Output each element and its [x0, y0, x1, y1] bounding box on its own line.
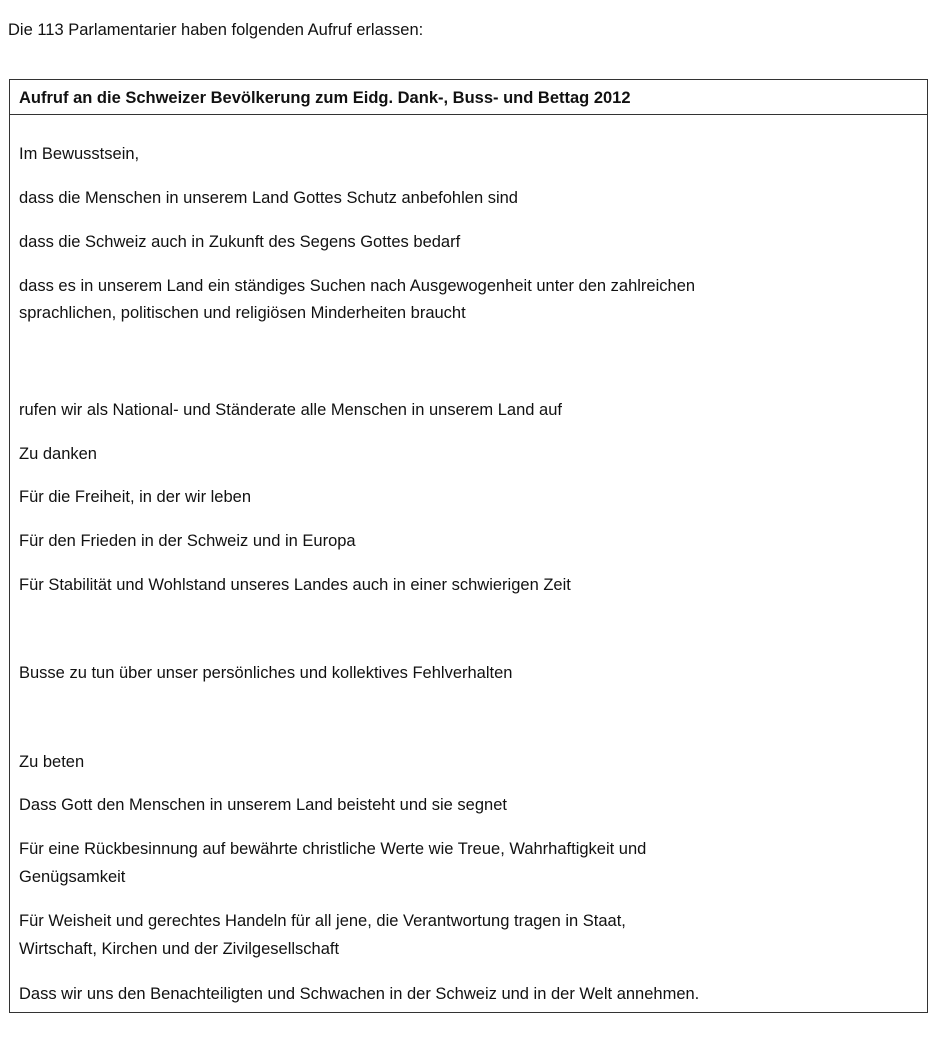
appeal-line: Für eine Rückbesinnung auf bewährte christliche Werte wie Treue, Wahrhaftigkeit und	[19, 840, 647, 858]
appeal-line: Busse zu tun über unser persönliches und kollektives Fehlverhalten	[19, 664, 513, 682]
appeal-line: dass die Schweiz auch in Zukunft des Segens Gottes bedarf	[19, 233, 461, 251]
appeal-line: dass die Menschen in unserem Land Gottes Schutz anbefohlen sind	[19, 189, 518, 207]
appeal-line: Wirtschaft, Kirchen und der Zivilgesellschaft	[19, 940, 340, 958]
appeal-line: Zu beten	[19, 753, 85, 771]
appeal-title-row	[10, 80, 927, 115]
appeal-line: sprachlichen, politischen und religiösen Minderheiten braucht	[19, 304, 466, 322]
appeal-line: Dass Gott den Menschen in unserem Land beisteht und sie segnet	[19, 796, 507, 814]
appeal-line: Im Bewusstsein,	[19, 145, 140, 163]
appeal-line: Für den Frieden in der Schweiz und in Europa	[19, 532, 356, 550]
appeal-line: Dass wir uns den Benachteiligten und Schwachen in der Schweiz und in der Welt annehmen.	[19, 985, 700, 1003]
appeal-line: Für die Freiheit, in der wir leben	[19, 488, 252, 506]
appeal-line: Zu danken	[19, 445, 97, 463]
appeal-line: rufen wir als National- und Ständerate alle Menschen in unserem Land auf	[19, 401, 562, 419]
appeal-line: Genügsamkeit	[19, 868, 126, 886]
appeal-box	[9, 79, 928, 1013]
appeal-line: Für Weisheit und gerechtes Handeln für all jene, die Verantwortung tragen in Staat,	[19, 912, 626, 930]
appeal-line: Für Stabilität und Wohlstand unseres Landes auch in einer schwierigen Zeit	[19, 576, 571, 594]
appeal-line: dass es in unserem Land ein ständiges Suchen nach Ausgewogenheit unter den zahlreichen	[19, 277, 696, 295]
appeal-title: Aufruf an die Schweizer Bevölkerung zum Eidg. Dank-, Buss- und Bettag 2012	[19, 89, 631, 107]
intro-text: Die 113 Parlamentarier haben folgenden Aufruf erlassen:	[8, 21, 424, 39]
